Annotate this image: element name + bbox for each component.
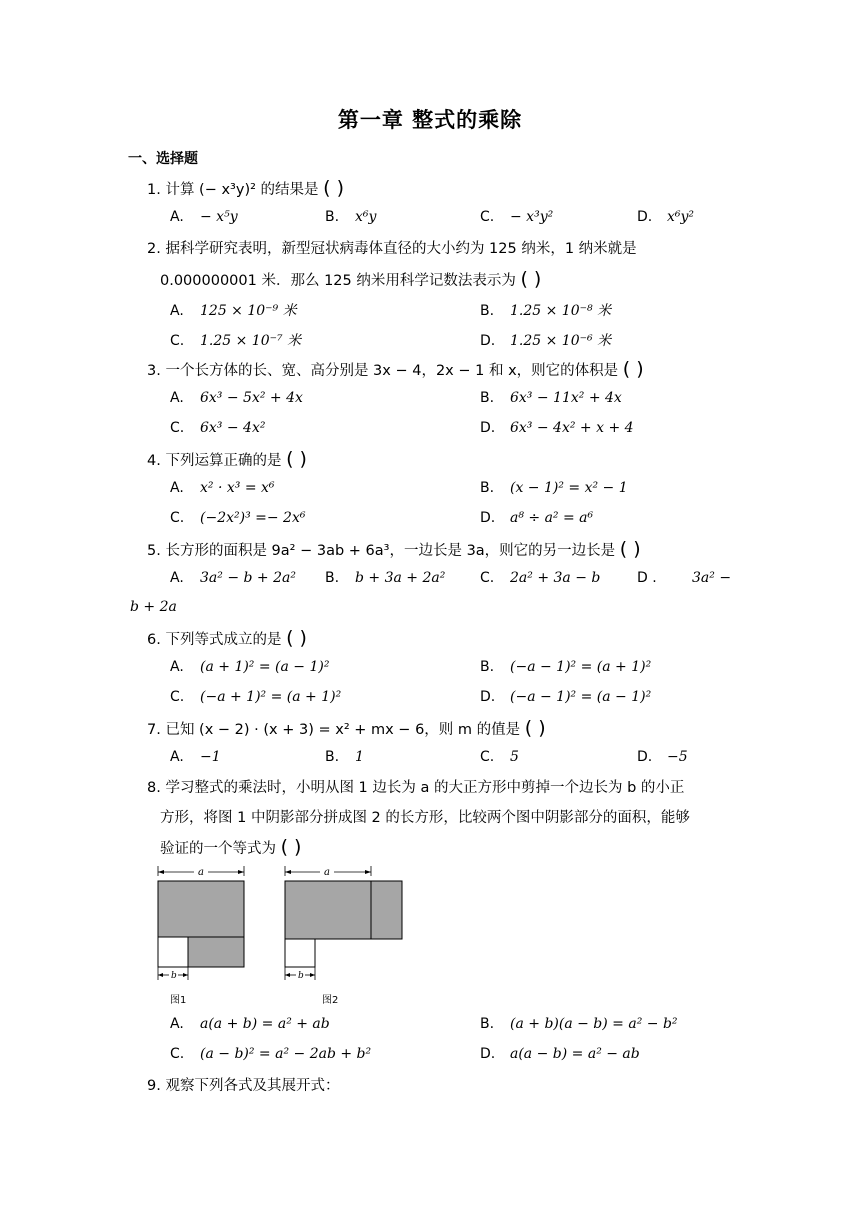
q5-option-a[interactable]: A. 3a² − b + 2a²	[170, 570, 296, 586]
page-title: 第一章 整式的乘除	[337, 108, 523, 132]
q4-option-b[interactable]: B. (x − 1)² = x² − 1	[480, 480, 628, 496]
question-4: 4. 下列运算正确的是 ( )	[147, 448, 307, 470]
q6-option-c[interactable]: C. (−a + 1)² = (a + 1)²	[170, 689, 342, 705]
question-6: 6. 下列等式成立的是 ( )	[147, 627, 307, 649]
q1-option-a[interactable]: A. − x⁵y	[170, 209, 238, 225]
q1-option-c[interactable]: C. − x³y²	[480, 209, 554, 225]
q8-option-d[interactable]: D. a(a − b) = a² − ab	[480, 1046, 640, 1062]
question-8-line-1: 8. 学习整式的乘法时，小明从图 1 边长为 a 的大正方形中剪掉一个边长为 b 的小正	[147, 780, 685, 796]
q3-option-a[interactable]: A. 6x³ − 5x² + 4x	[170, 390, 303, 406]
q5-option-d[interactable]: D . 3a² −	[637, 570, 732, 586]
question-9: 9. 观察下列各式及其展开式：	[147, 1078, 340, 1094]
q1-option-d[interactable]: D. x⁶y²	[637, 209, 695, 225]
question-5: 5. 长方形的面积是 9a² − 3ab + 6a³，一边长是 3a，则它的另一边长是 ( )	[147, 538, 641, 560]
fig1-dim-a: a	[198, 867, 204, 878]
q4-option-a[interactable]: A. x² · x³ = x⁶	[170, 480, 275, 496]
q3-option-d[interactable]: D. 6x³ − 4x² + x + 4	[480, 420, 634, 436]
q2-option-d[interactable]: D. 1.25 × 10⁻⁶ 米	[480, 333, 612, 349]
figure-2	[285, 866, 402, 981]
figure-1	[158, 866, 244, 981]
q7-option-b[interactable]: B. 1	[325, 749, 364, 765]
q8-figures	[150, 860, 420, 1010]
q3-option-c[interactable]: C. 6x³ − 4x²	[170, 420, 266, 436]
q6-option-a[interactable]: A. (a + 1)² = (a − 1)²	[170, 659, 330, 675]
q2-option-b[interactable]: B. 1.25 × 10⁻⁸ 米	[480, 303, 612, 319]
question-8-line-3: 验证的一个等式为 ( )	[160, 836, 302, 858]
question-2-line-2: 0.000000001 米．那么 125 纳米用科学记数法表示为 ( )	[160, 268, 542, 290]
q3-option-b[interactable]: B. 6x³ − 11x² + 4x	[480, 390, 622, 406]
q4-option-d[interactable]: D. a⁸ ÷ a² = a⁶	[480, 510, 594, 526]
q5-option-b[interactable]: B. b + 3a + 2a²	[325, 570, 446, 586]
q6-option-b[interactable]: B. (−a − 1)² = (a + 1)²	[480, 659, 652, 675]
q5-option-c[interactable]: C. 2a² + 3a − b	[480, 570, 601, 586]
question-2-line-1: 2. 据科学研究表明，新型冠状病毒体直径的大小约为 125 纳米，1 纳米就是	[147, 241, 637, 257]
q8-option-c[interactable]: C. (a − b)² = a² − 2ab + b²	[170, 1046, 372, 1062]
q2-option-c[interactable]: C. 1.25 × 10⁻⁷ 米	[170, 333, 302, 349]
fig1-dim-b: b	[171, 971, 177, 981]
fig2-dim-b: b	[298, 971, 304, 981]
q7-option-d[interactable]: D. −5	[637, 749, 688, 765]
q7-option-a[interactable]: A. −1	[170, 749, 221, 765]
fig2-dim-a: a	[324, 867, 330, 878]
q2-option-a[interactable]: A. 125 × 10⁻⁹ 米	[170, 303, 297, 319]
q8-option-a[interactable]: A. a(a + b) = a² + ab	[170, 1016, 330, 1032]
q6-option-d[interactable]: D. (−a − 1)² = (a − 1)²	[480, 689, 652, 705]
q1-option-b[interactable]: B. x⁶y	[325, 209, 377, 225]
q8-option-b[interactable]: B. (a + b)(a − b) = a² − b²	[480, 1016, 678, 1032]
section-heading: 一、选择题	[128, 151, 198, 167]
q5-option-d-continued: b + 2a	[130, 599, 177, 615]
question-7: 7. 已知 (x − 2) · (x + 3) = x² + mx − 6，则 m 的值是 ( )	[147, 717, 546, 739]
question-3: 3. 一个长方体的长、宽、高分别是 3x − 4，2x − 1 和 x，则它的体积是 ( )	[147, 358, 644, 380]
question-1: 1. 计算 (− x³y)² 的结果是 ( )	[147, 177, 345, 199]
q7-option-c[interactable]: C. 5	[480, 749, 519, 765]
q4-option-c[interactable]: C. (−2x²)³ =− 2x⁶	[170, 510, 306, 526]
figure-2-label: 图2	[322, 995, 339, 1006]
question-8-line-2: 方形，将图 1 中阴影部分拼成图 2 的长方形，比较两个图中阴影部分的面积，能够	[160, 810, 690, 826]
figure-1-label: 图1	[170, 995, 187, 1006]
